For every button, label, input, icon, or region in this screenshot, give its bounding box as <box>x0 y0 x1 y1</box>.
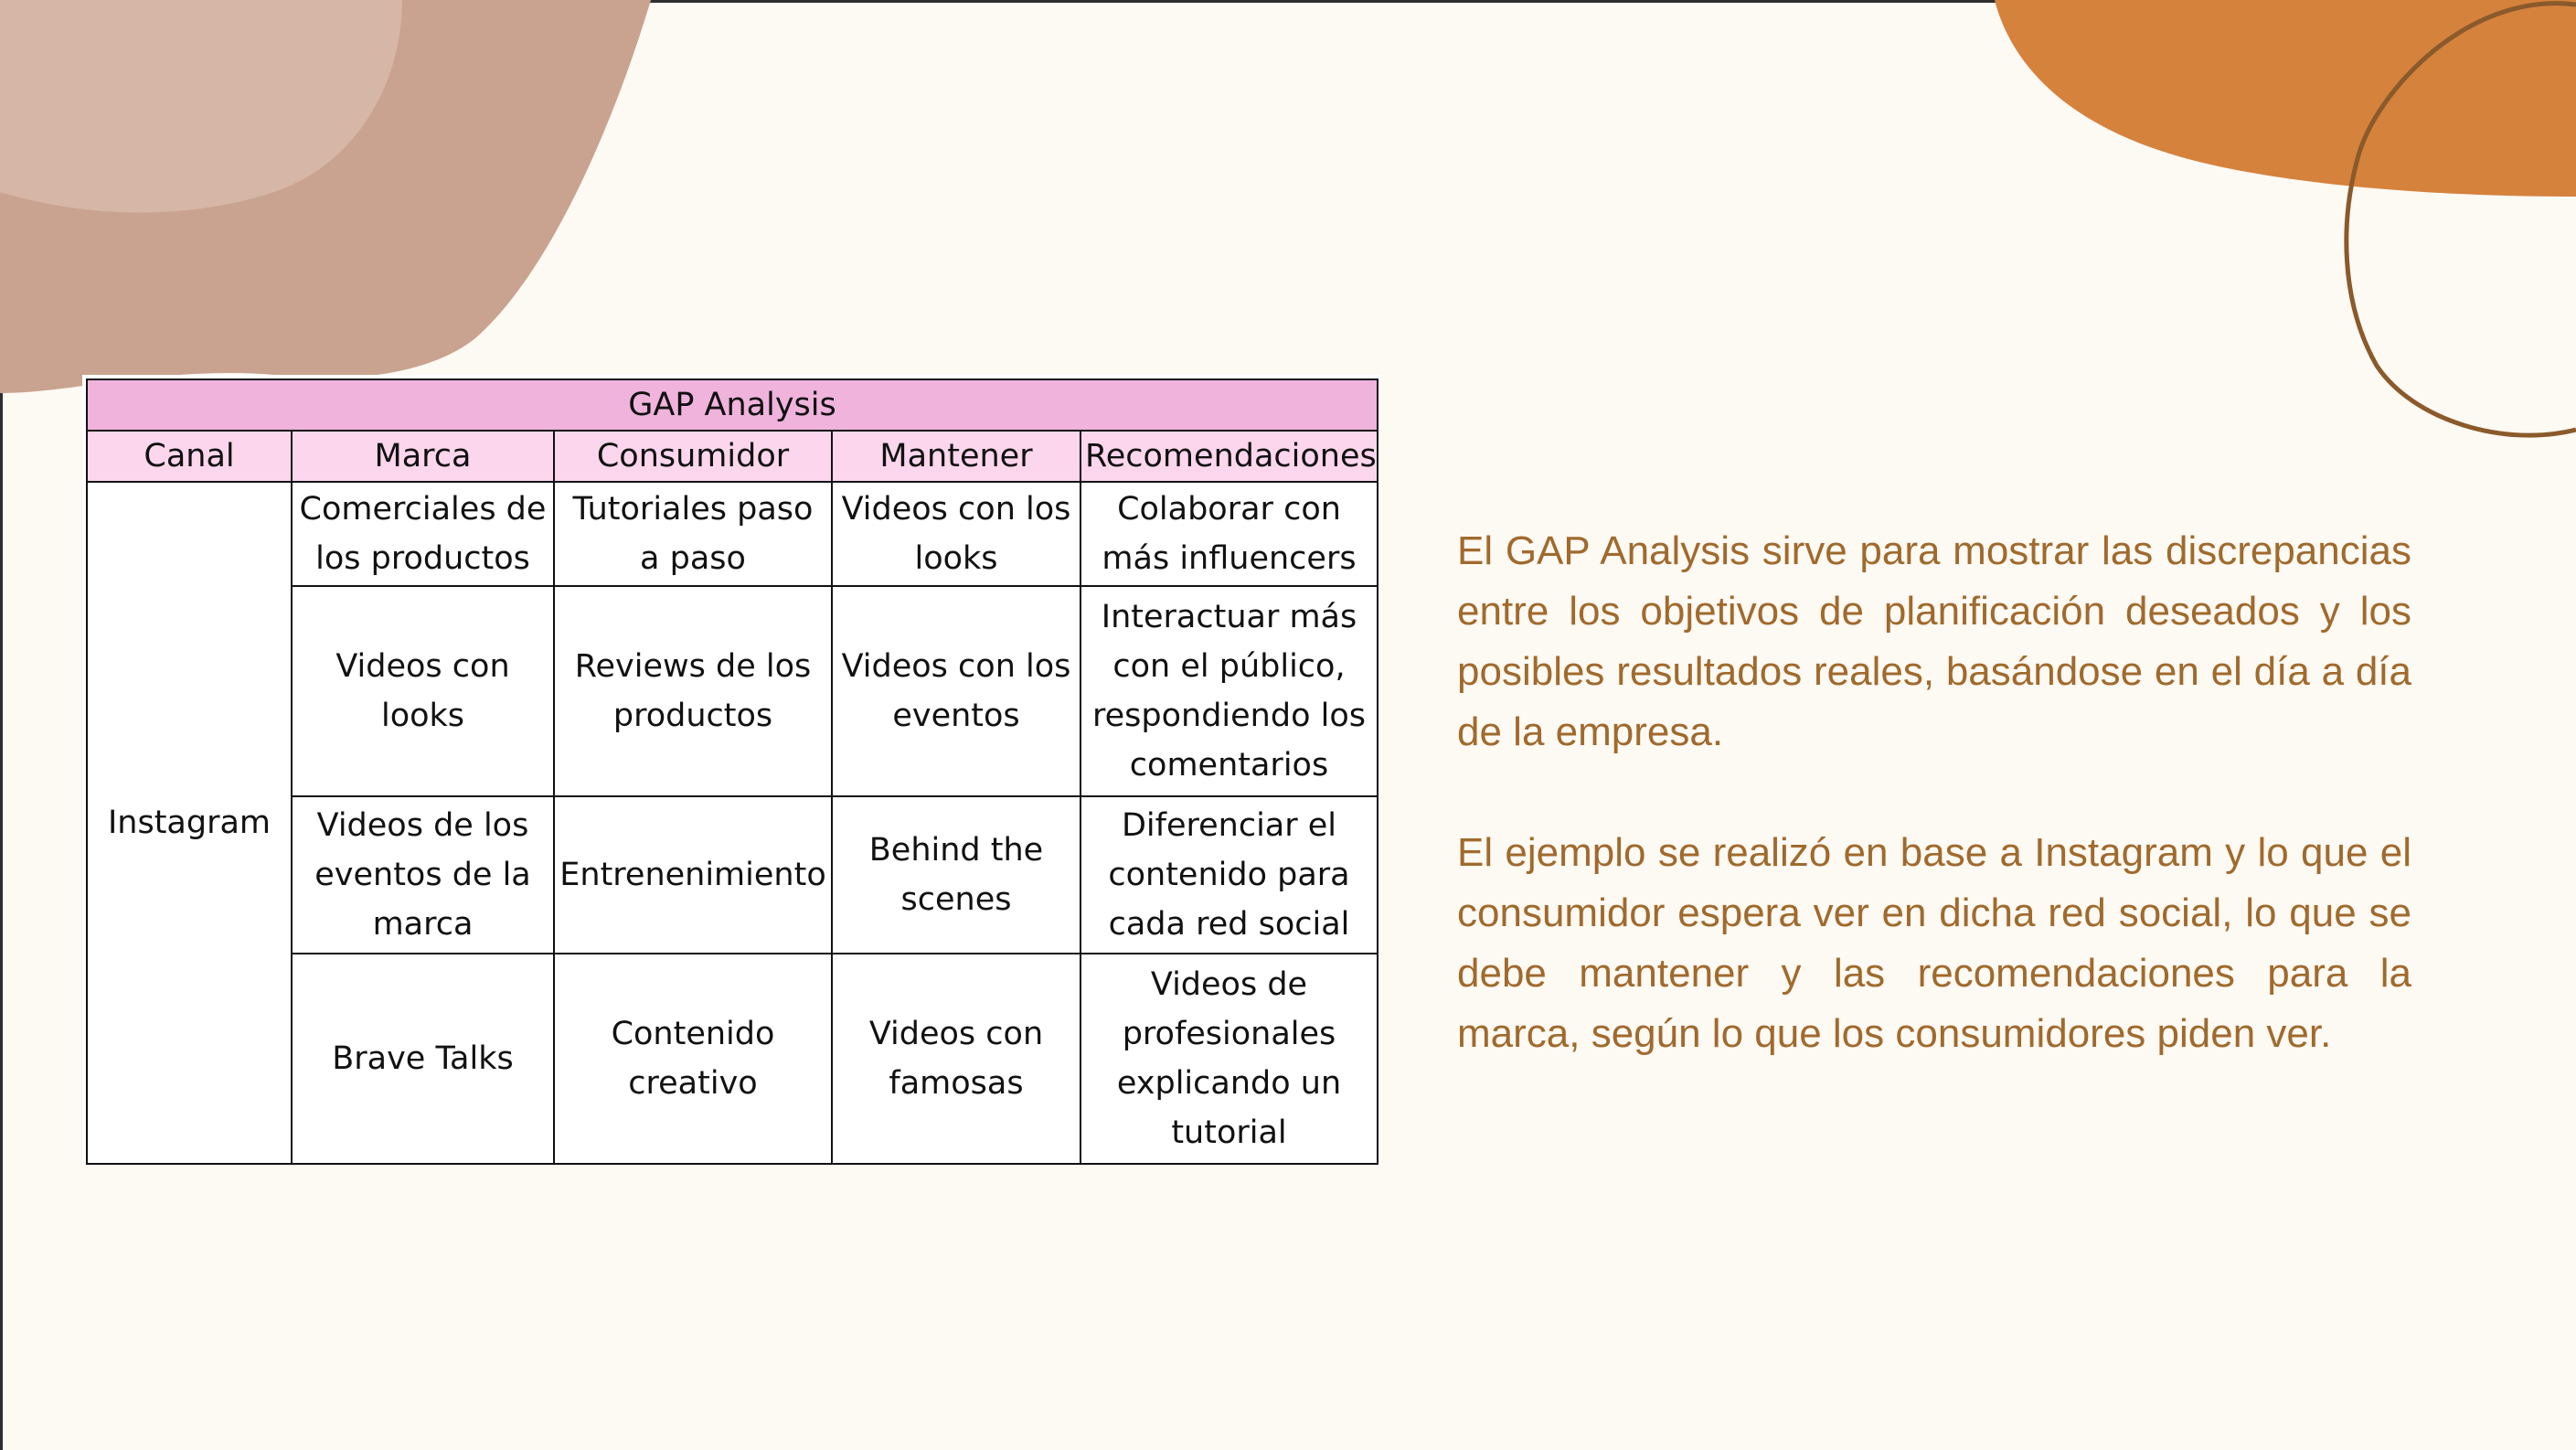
table-cell: Videos de los eventos de la marca <box>292 796 554 954</box>
table-cell: Contenido creativo <box>554 954 832 1164</box>
table-cell: Tutoriales paso a paso <box>554 482 832 586</box>
table-title: GAP Analysis <box>87 379 1378 431</box>
table-cell: Diferenciar el contenido para cada red social <box>1080 796 1378 954</box>
header-consumidor: Consumidor <box>554 431 832 482</box>
table-cell: Comerciales de los productos <box>292 482 554 586</box>
table-cell: Entrenenimiento <box>554 796 832 954</box>
gap-analysis-table-container <box>82 375 1380 1167</box>
header-recomendaciones: Recomendaciones <box>1080 431 1378 482</box>
header-mantener: Mantener <box>832 431 1080 482</box>
table-row <box>87 482 1378 586</box>
table-cell: Videos con famosas <box>832 954 1080 1164</box>
table-header-row <box>87 431 1378 482</box>
table-cell: Videos con los looks <box>832 482 1080 586</box>
table-cell: Videos de profesionales explicando un tutorial <box>1080 954 1378 1164</box>
table-cell: Videos con looks <box>292 586 554 796</box>
table-title-row <box>87 379 1378 431</box>
table-cell: Behind the scenes <box>832 796 1080 954</box>
description-paragraph-1: El GAP Analysis sirve para mostrar las discrepancias entre los objetivos de planificación deseados y los posibles resultados reales, basándose en el día a día de la empresa. <box>1457 528 2411 754</box>
right-blob <box>1995 0 2576 197</box>
table-cell: Brave Talks <box>292 954 554 1164</box>
table-cell: Videos con los eventos <box>832 586 1080 796</box>
table-cell: Reviews de los productos <box>554 586 832 796</box>
description-text <box>1457 521 2411 1125</box>
table-cell: Colaborar con más influencers <box>1080 482 1378 586</box>
channel-cell: Instagram <box>87 482 292 1164</box>
gap-analysis-table <box>86 378 1378 1165</box>
description-paragraph-2: El ejemplo se realizó en base a Instagram y lo que el consumidor espera ver en dicha red social, lo que se debe mantener y las recomendaciones para la marca, según lo que los consumidores piden ver. <box>1457 830 2411 1056</box>
table-cell: Interactuar más con el público, respondiendo los comentarios <box>1080 586 1378 796</box>
header-canal: Canal <box>87 431 292 482</box>
header-marca: Marca <box>292 431 554 482</box>
